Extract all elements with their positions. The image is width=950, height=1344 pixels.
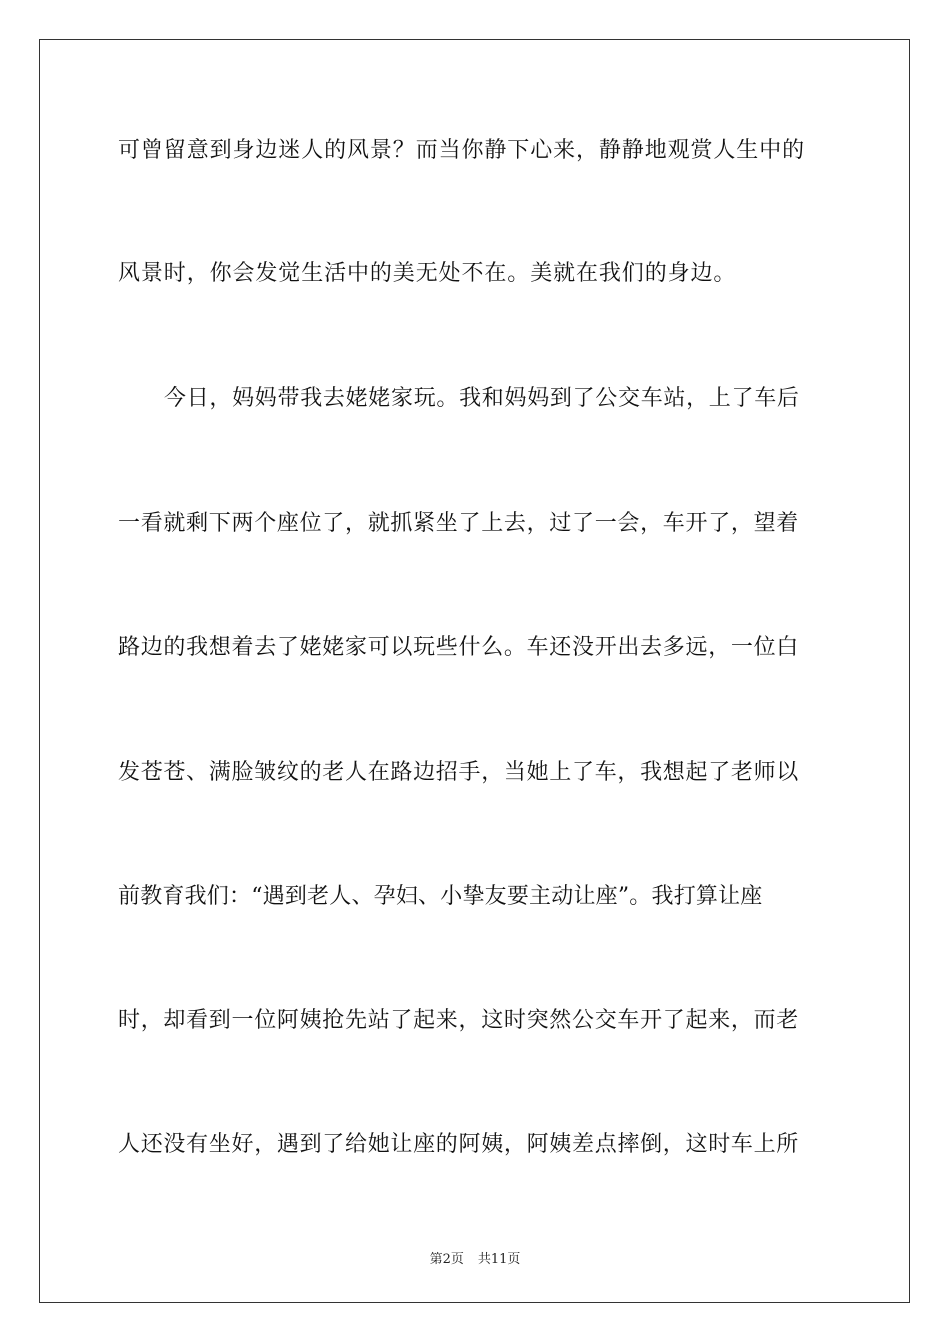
text-line-4: 一看就剩下两个座位了，就抓紧坐了上去，过了一会，车开了，望着 [118, 511, 800, 536]
text-line-2: 风景时，你会发觉生活中的美无处不在。美就在我们的身边。 [118, 261, 737, 286]
text-line-3: 今日，妈妈带我去姥姥家玩。我和妈妈到了公交车站，上了车后 [164, 386, 800, 411]
text-line-9: 人还没有坐好，遇到了给她让座的阿姨，阿姨差点摔倒，这时车上所 [118, 1132, 800, 1157]
text-line-6: 发苍苍、满脸皱纹的老人在路边招手，当她上了车，我想起了老师以 [118, 760, 800, 785]
text-line-1: 可曾留意到身边迷人的风景？而当你静下心来，静静地观赏人生中的 [118, 138, 806, 163]
text-line-5: 路边的我想着去了姥姥家可以玩些什么。车还没开出去多远，一位白 [118, 635, 800, 660]
text-line-8: 时，却看到一位阿姨抢先站了起来，这时突然公交车开了起来，而老 [118, 1008, 800, 1033]
page-number: 第2页 [429, 1252, 464, 1267]
page-footer [0, 1248, 950, 1267]
page-total: 共11页 [477, 1252, 521, 1267]
text-line-7: 前教育我们：“遇到老人、孕妇、小挚友要主动让座”。我打算让座 [118, 884, 763, 909]
page-border [39, 39, 910, 1303]
